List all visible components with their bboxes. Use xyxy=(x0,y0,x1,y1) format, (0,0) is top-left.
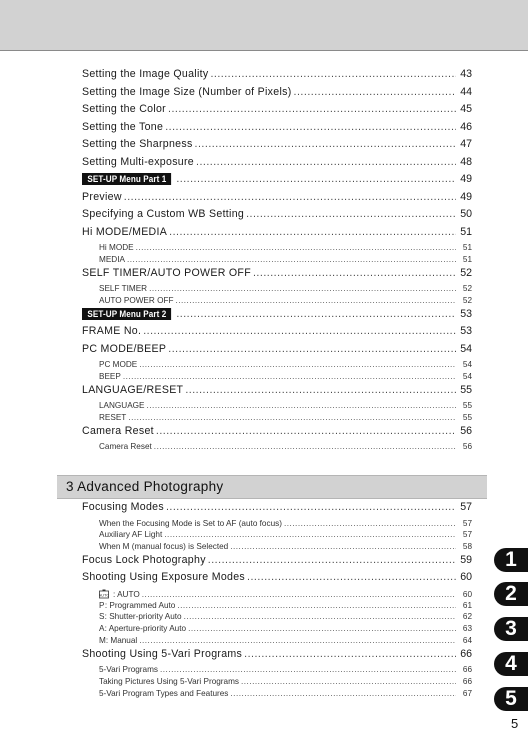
dot-leader xyxy=(169,226,456,238)
dot-leader xyxy=(196,156,456,168)
toc-entry-setting-the-tone[interactable] xyxy=(82,121,472,139)
toc-entry-shooting-using-exposure-modes[interactable] xyxy=(82,571,472,589)
toc-entry-camera-reset[interactable] xyxy=(82,425,472,443)
dot-leader xyxy=(253,267,456,279)
toc-entry-title: FRAME No. xyxy=(82,325,142,338)
toc-entry-self-timer[interactable] xyxy=(82,284,472,296)
toc-entry-set-up-menu-part-1[interactable] xyxy=(82,173,472,191)
toc-page-number: 51 xyxy=(462,254,472,264)
toc-list-top xyxy=(82,68,472,454)
dot-leader xyxy=(147,401,457,410)
toc-page-number: 60 xyxy=(460,571,472,584)
dot-leader xyxy=(156,425,456,437)
toc-entry-title: Hi MODE/MEDIA xyxy=(82,225,168,238)
toc-entry-when-the-focusing-mode-is-set-to-af-auto-focus[interactable] xyxy=(82,519,472,531)
toc-entry-title: Auxiliary AF Light xyxy=(99,530,163,540)
chapter-tab-2[interactable]: 2 xyxy=(494,582,528,606)
toc-entry-title: Shooting Using Exposure Modes xyxy=(82,571,245,584)
toc-page-number: 54 xyxy=(462,371,472,381)
toc-page-number: 60 xyxy=(462,589,472,599)
toc-page-number: 57 xyxy=(462,518,472,528)
toc-page-number: 66 xyxy=(462,677,472,687)
toc-entry-focusing-modes[interactable] xyxy=(82,501,472,519)
exposure-mode-letter: P xyxy=(99,600,105,610)
toc-entry-setting-the-color[interactable] xyxy=(82,103,472,121)
toc-entry-title: AUTO POWER OFF xyxy=(99,295,174,305)
dot-leader xyxy=(284,519,456,528)
toc-page-number: 55 xyxy=(462,413,472,423)
dot-leader xyxy=(294,86,456,98)
toc-entry-5-vari-program-types-and-features[interactable] xyxy=(82,689,472,701)
toc-entry-title: 5-Vari Program Types and Features xyxy=(99,688,229,698)
section-header xyxy=(57,475,487,499)
toc-page-number: 48 xyxy=(460,155,472,168)
toc-entry-title: LANGUAGE xyxy=(99,401,145,411)
toc-entry-title: : AUTO xyxy=(113,589,140,599)
dot-leader xyxy=(230,542,456,551)
toc-entry-aperture-priority-auto[interactable] xyxy=(82,624,472,636)
toc-entry-camera-reset[interactable] xyxy=(82,442,472,454)
page-number: 5 xyxy=(511,716,519,731)
dot-leader xyxy=(176,173,456,185)
toc-page-number: 62 xyxy=(462,612,472,622)
toc-entry-title: PC MODE xyxy=(99,360,138,370)
dot-leader xyxy=(230,689,456,698)
dot-leader xyxy=(124,191,456,203)
dot-leader xyxy=(176,308,456,320)
toc-page-number: 61 xyxy=(462,600,472,610)
dot-leader xyxy=(177,601,456,610)
toc-entry-preview[interactable] xyxy=(82,191,472,209)
toc-page-number: 47 xyxy=(460,138,472,150)
toc-entry-title: When M (manual focus) is Selected xyxy=(99,542,229,552)
toc-entry-hi-mode-media[interactable] xyxy=(82,226,472,244)
toc-entry-setting-the-image-quality[interactable] xyxy=(82,68,472,86)
dot-leader xyxy=(241,677,456,686)
toc-entry-setting-the-sharpness[interactable] xyxy=(82,138,472,156)
toc-entry-title: When the Focusing Mode is Set to AF (auto focus) xyxy=(99,518,282,528)
toc-entry-title: Setting the Image Size (Number of Pixels) xyxy=(82,85,292,98)
dot-leader xyxy=(143,325,456,337)
toc-list-bottom xyxy=(82,501,472,701)
toc-entry-5-vari-programs[interactable] xyxy=(82,665,472,677)
dot-leader xyxy=(164,530,456,539)
dot-leader xyxy=(175,296,456,305)
dot-leader xyxy=(195,138,456,150)
toc-page-number: 52 xyxy=(460,266,472,279)
toc-entry-language-reset[interactable] xyxy=(82,384,472,402)
toc-entry-auxiliary-af-light[interactable] xyxy=(82,530,472,542)
toc-entry-title: MEDIA xyxy=(99,254,125,264)
toc-entry-focus-lock-photography[interactable] xyxy=(82,554,472,572)
toc-page-number: 52 xyxy=(462,284,472,294)
toc-page-number: 51 xyxy=(462,243,472,252)
chapter-tab-4[interactable]: 4 xyxy=(494,652,528,676)
toc-page-number: 49 xyxy=(460,173,472,185)
dot-leader xyxy=(127,255,456,264)
dot-leader xyxy=(168,103,456,115)
toc-entry-auto-power-off[interactable] xyxy=(82,296,472,308)
toc-entry-title: Preview xyxy=(82,190,122,203)
section-title: 3 Advanced Photography xyxy=(66,479,224,494)
toc-entry-setting-the-image-size-number-of-pixels[interactable] xyxy=(82,86,472,104)
dot-leader xyxy=(244,648,456,660)
toc-page-number: 57 xyxy=(460,501,472,513)
toc-page-number: 45 xyxy=(460,103,472,115)
toc-page-number: 54 xyxy=(462,360,472,370)
toc-entry-language[interactable] xyxy=(82,401,472,413)
toc-entry-set-up-menu-part-2[interactable] xyxy=(82,308,472,326)
toc-page-number: 49 xyxy=(460,190,472,203)
toc-page-number: 56 xyxy=(460,424,472,437)
chapter-tab-5[interactable]: 5 xyxy=(494,687,528,711)
toc-entry-title: RESET xyxy=(99,413,127,423)
toc-page-number: 59 xyxy=(460,553,472,566)
toc-entry-title: BEEP xyxy=(99,371,121,381)
dot-leader xyxy=(160,665,456,674)
toc-entry-when-m-manual-focus-is-selected[interactable] xyxy=(82,542,472,554)
toc-entry-title: Focus Lock Photography xyxy=(82,553,206,566)
dot-leader xyxy=(184,612,456,621)
toc-page-number: 52 xyxy=(462,295,472,305)
toc-page-number: 58 xyxy=(462,542,472,552)
toc-page-number: 57 xyxy=(462,530,472,540)
toc-entry-reset[interactable] xyxy=(82,413,472,425)
toc-page-number: 55 xyxy=(462,401,472,411)
dot-leader xyxy=(165,121,456,133)
dot-leader xyxy=(166,501,456,513)
dot-leader xyxy=(149,284,456,293)
toc-entry-title: : Shutter-priority Auto xyxy=(104,612,182,622)
toc-page-number: 46 xyxy=(460,120,472,133)
toc-entry-title: 5-Vari Programs xyxy=(99,665,158,675)
dot-leader xyxy=(139,360,456,369)
auto-mode-icon xyxy=(99,589,109,599)
toc-entry-title: SELF TIMER xyxy=(99,284,148,294)
top-header-bar xyxy=(0,0,528,51)
toc-entry-hi-mode[interactable] xyxy=(82,243,472,255)
dot-leader xyxy=(123,372,456,381)
toc-entry-title: Setting the Sharpness xyxy=(82,138,193,150)
toc-entry-shooting-using-5-vari-programs[interactable] xyxy=(82,648,472,666)
toc-page-number: 53 xyxy=(460,325,472,338)
toc-entry-self-timer-auto-power-off[interactable] xyxy=(82,267,472,285)
toc-page-number: 55 xyxy=(460,383,472,396)
toc-entry-programmed-auto[interactable] xyxy=(82,601,472,613)
toc-entry-title: LANGUAGE/RESET xyxy=(82,383,184,396)
toc-page-number: 43 xyxy=(460,68,472,80)
dot-leader xyxy=(188,624,456,633)
toc-entry-title: Setting Multi-exposure xyxy=(82,155,194,168)
toc-entry-title: Setting the Color xyxy=(82,103,167,115)
toc-page-number: 54 xyxy=(460,342,472,355)
toc-entry-auto[interactable] xyxy=(82,589,472,601)
dot-leader xyxy=(247,571,456,583)
dot-leader xyxy=(246,208,456,220)
toc-entry-taking-pictures-using-5-vari-programs[interactable] xyxy=(82,677,472,689)
toc-entry-title: : Aperture-priority Auto xyxy=(104,624,187,634)
toc-entry-title: : Programmed Auto xyxy=(104,600,176,610)
exposure-mode-letter: M xyxy=(99,636,106,646)
dot-leader xyxy=(128,413,456,422)
dot-leader xyxy=(136,243,456,252)
toc-entry-title: Shooting Using 5-Vari Programs xyxy=(82,647,243,660)
dot-leader xyxy=(142,590,456,599)
toc-entry-title: Camera Reset xyxy=(82,424,154,437)
toc-page-number: 44 xyxy=(460,85,472,98)
dot-leader xyxy=(168,343,456,355)
toc-page-number: 66 xyxy=(460,647,472,660)
toc-entry-pc-mode-beep[interactable] xyxy=(82,343,472,361)
toc-entry-specifying-a-custom-wb-setting[interactable] xyxy=(82,208,472,226)
dot-leader xyxy=(154,442,456,451)
menu-part-badge: SET-UP Menu Part 2 xyxy=(82,308,171,320)
exposure-mode-letter: S xyxy=(99,612,105,622)
dot-leader xyxy=(210,68,456,80)
toc-entry-title: PC MODE/BEEP xyxy=(82,342,167,355)
toc-entry-manual[interactable] xyxy=(82,636,472,648)
toc-page-number: 63 xyxy=(462,624,472,634)
toc-entry-shutter-priority-auto[interactable] xyxy=(82,612,472,624)
toc-entry-setting-multi-exposure[interactable] xyxy=(82,156,472,174)
chapter-tab-1[interactable]: 1 xyxy=(494,548,528,572)
toc-page-number: 56 xyxy=(462,442,472,452)
toc-entry-title: : Manual xyxy=(105,636,138,646)
toc-entry-title: Taking Pictures Using 5-Vari Programs xyxy=(99,677,239,687)
exposure-mode-letter: A xyxy=(99,624,105,634)
toc-page-number: 51 xyxy=(460,225,472,238)
toc-entry-beep[interactable] xyxy=(82,372,472,384)
dot-leader xyxy=(139,636,456,645)
toc-page-number: 53 xyxy=(460,307,472,320)
toc-entry-title: SELF TIMER/AUTO POWER OFF xyxy=(82,266,251,279)
toc-entry-pc-mode[interactable] xyxy=(82,360,472,372)
toc-entry-frame-no[interactable] xyxy=(82,325,472,343)
toc-entry-title: Specifying a Custom WB Setting xyxy=(82,208,245,220)
toc-entry-title: Setting the Tone xyxy=(82,120,164,133)
svg-text:AUTO: AUTO xyxy=(99,592,109,598)
toc-page-number: 67 xyxy=(462,688,472,698)
toc-entry-title: Camera Reset xyxy=(99,442,152,452)
dot-leader xyxy=(185,384,456,396)
toc-entry-title: Focusing Modes xyxy=(82,501,164,513)
toc-entry-title: Hi MODE xyxy=(99,243,134,252)
toc-entry-media[interactable] xyxy=(82,255,472,267)
toc-entry-title: Setting the Image Quality xyxy=(82,68,209,80)
menu-part-badge: SET-UP Menu Part 1 xyxy=(82,173,171,185)
toc-page-number: 64 xyxy=(462,636,472,646)
toc-page-number: 66 xyxy=(462,665,472,675)
chapter-tab-3[interactable]: 3 xyxy=(494,617,528,641)
dot-leader xyxy=(208,554,456,566)
toc-page-number: 50 xyxy=(460,208,472,220)
